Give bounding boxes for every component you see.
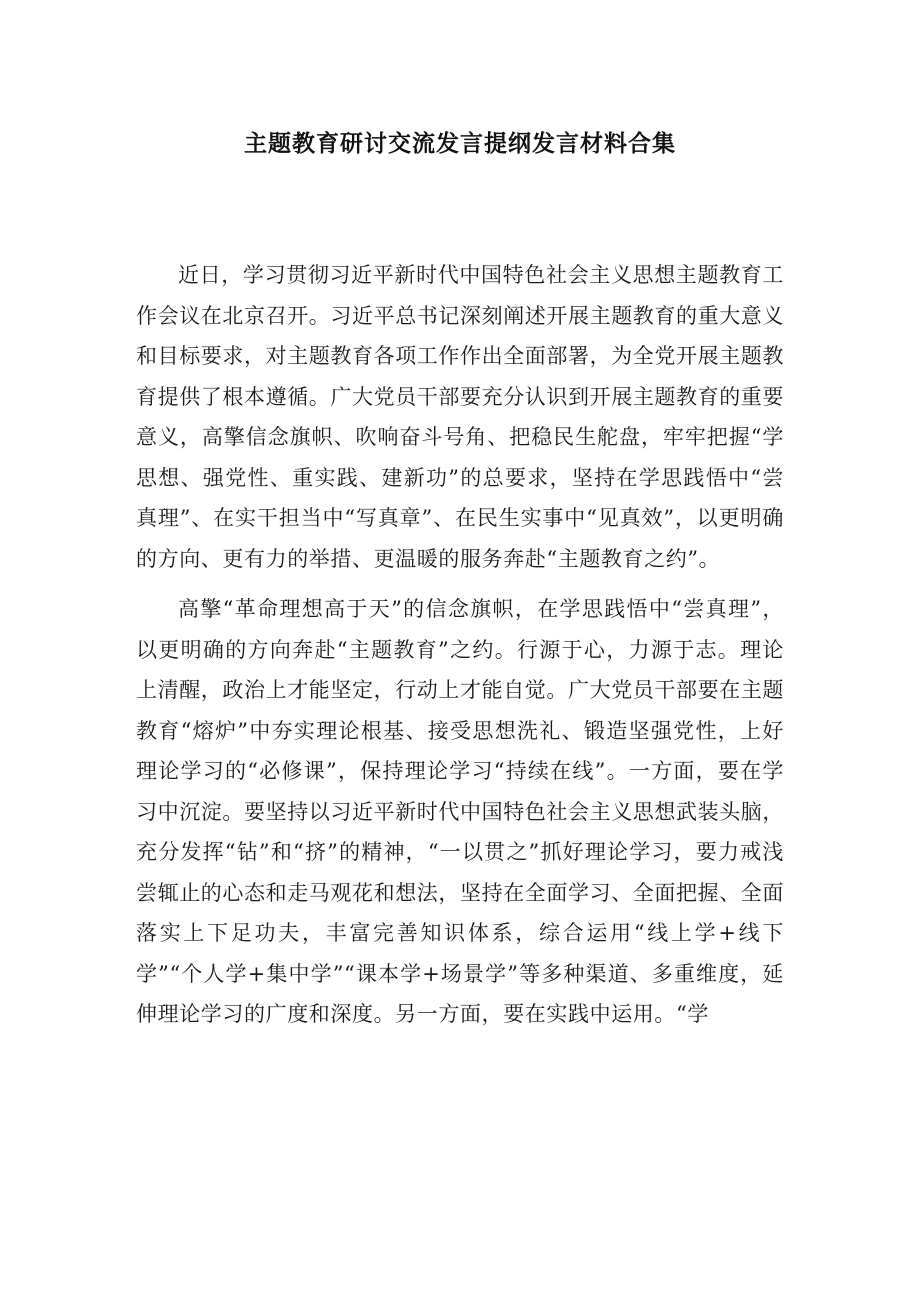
paragraph-2: 高擎“革命理想高于天”的信念旗帜，在学思践悟中“尝真理”，以更明确的方向奔赴“主题教育”之约。行源于心，力源于志。理论上清醒，政治上才能坚定，行动上才能自觉。广大党员干部要在主题教育“熔炉”中夯实理论根基、接受思想洗礼、锻造坚强党性，上好理论学习的“必修课”，保持理论学习“持续在线”。一方面，要在学习中沉淀。要坚持以习近平新时代中国特色社会主义思想武装头脑，充分发挥“钻”和“挤”的精神，“一以贯之”抓好理论学习，要力戒浅尝辄止的心态和走马观花和想法，坚持在全面学习、全面把握、全面落实上下足功夫，丰富完善知识体系，综合运用“线上学+线下学”“个人学+集中学”“课本学+场景学”等多种渠道、多重维度，延伸理论学习的广度和深度。另一方面，要在实践中运用。“学 bbox=[136, 597, 784, 1026]
document-body bbox=[136, 255, 784, 1045]
paragraph-1: 近日，学习贯彻习近平新时代中国特色社会主义思想主题教育工作会议在北京召开。习近平总书记深刻阐述开展主题教育的重大意义和目标要求，对主题教育各项工作作出全面部署，为全党开展主题教育提供了根本遵循。广大党员干部要充分认识到开展主题教育的重要意义，高擎信念旗帜、吹响奋斗号角、把稳民生舵盘，牢牢把握“学思想、强党性、重实践、建新功”的总要求，坚持在学思践悟中“尝真理”、在实干担当中“写真章”、在民生实事中“见真效”，以更明确的方向、更有力的举措、更温暖的服务奔赴“主题教育之约”。 bbox=[136, 263, 784, 571]
document-title: 主题教育研讨交流发言提纲发言材料合集 bbox=[244, 131, 676, 157]
